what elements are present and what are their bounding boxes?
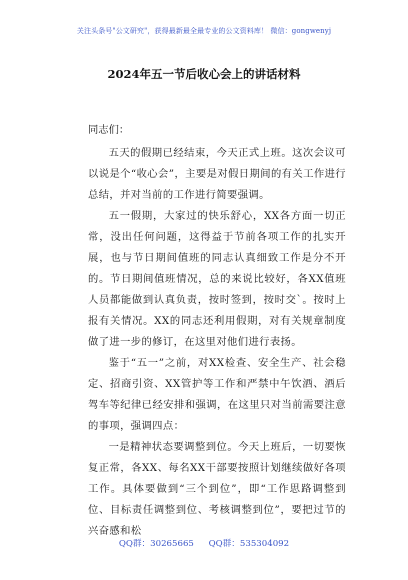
document-body (88, 120, 346, 542)
salutation: 同志们： (88, 124, 130, 136)
paragraph-3: 鉴于“五一”之前，对XX检查、安全生产、社会稳定、招商引资、XX管护等工作和严禁中午饮酒、酒后驾车等纪律已经安排和强调，在这里只对当前需要注意的事项，强调四点： (88, 357, 346, 432)
footer-qq-groups (0, 537, 408, 549)
paragraph-1: 五天的假期已经结束，今天正式上班。这次会议可以说是个“收心会”，主要是对假日期间的有关工作进行总结，并对当前的工作进行简要强调。 (88, 147, 346, 201)
paragraph-4: 一是精神状态要调整到位。今天上班后，一切要恢复正常，各XX、每名XX干部要按照计划继续做好各项工作。具体要做到“三个到位”，即“工作思路调整到位、目标责任调整到位、考核调整到位”，要把过节的兴奋感和松 (88, 441, 346, 537)
header-promo-note: 关注头条号"公文研究"，获得最新最全最专业的公文资料库！ 微信：gongwenyj (76, 27, 332, 35)
paragraph-2: 五一假期，大家过的快乐舒心，XX各方面一切正常，没出任何问题，这得益于节前各项工作的扎实开展，也与节日期间值班的同志认真细致工作是分不开的。节日期间值班情况，总的来说比较好，各XX值班人员都能做到认真负责，按时签到，按时交`。按时上报有关情况。XX的同志还利用假期，对有关规章制度做了进一步的修订，在这里对他们进行表扬。 (88, 210, 346, 348)
footer-qq-group-1: QQ群：30265665 (118, 539, 194, 549)
document-title: 2024年五一节后收心会上的讲话材料 (107, 67, 301, 81)
footer-qq-group-2: QQ群：535304092 (208, 539, 290, 549)
